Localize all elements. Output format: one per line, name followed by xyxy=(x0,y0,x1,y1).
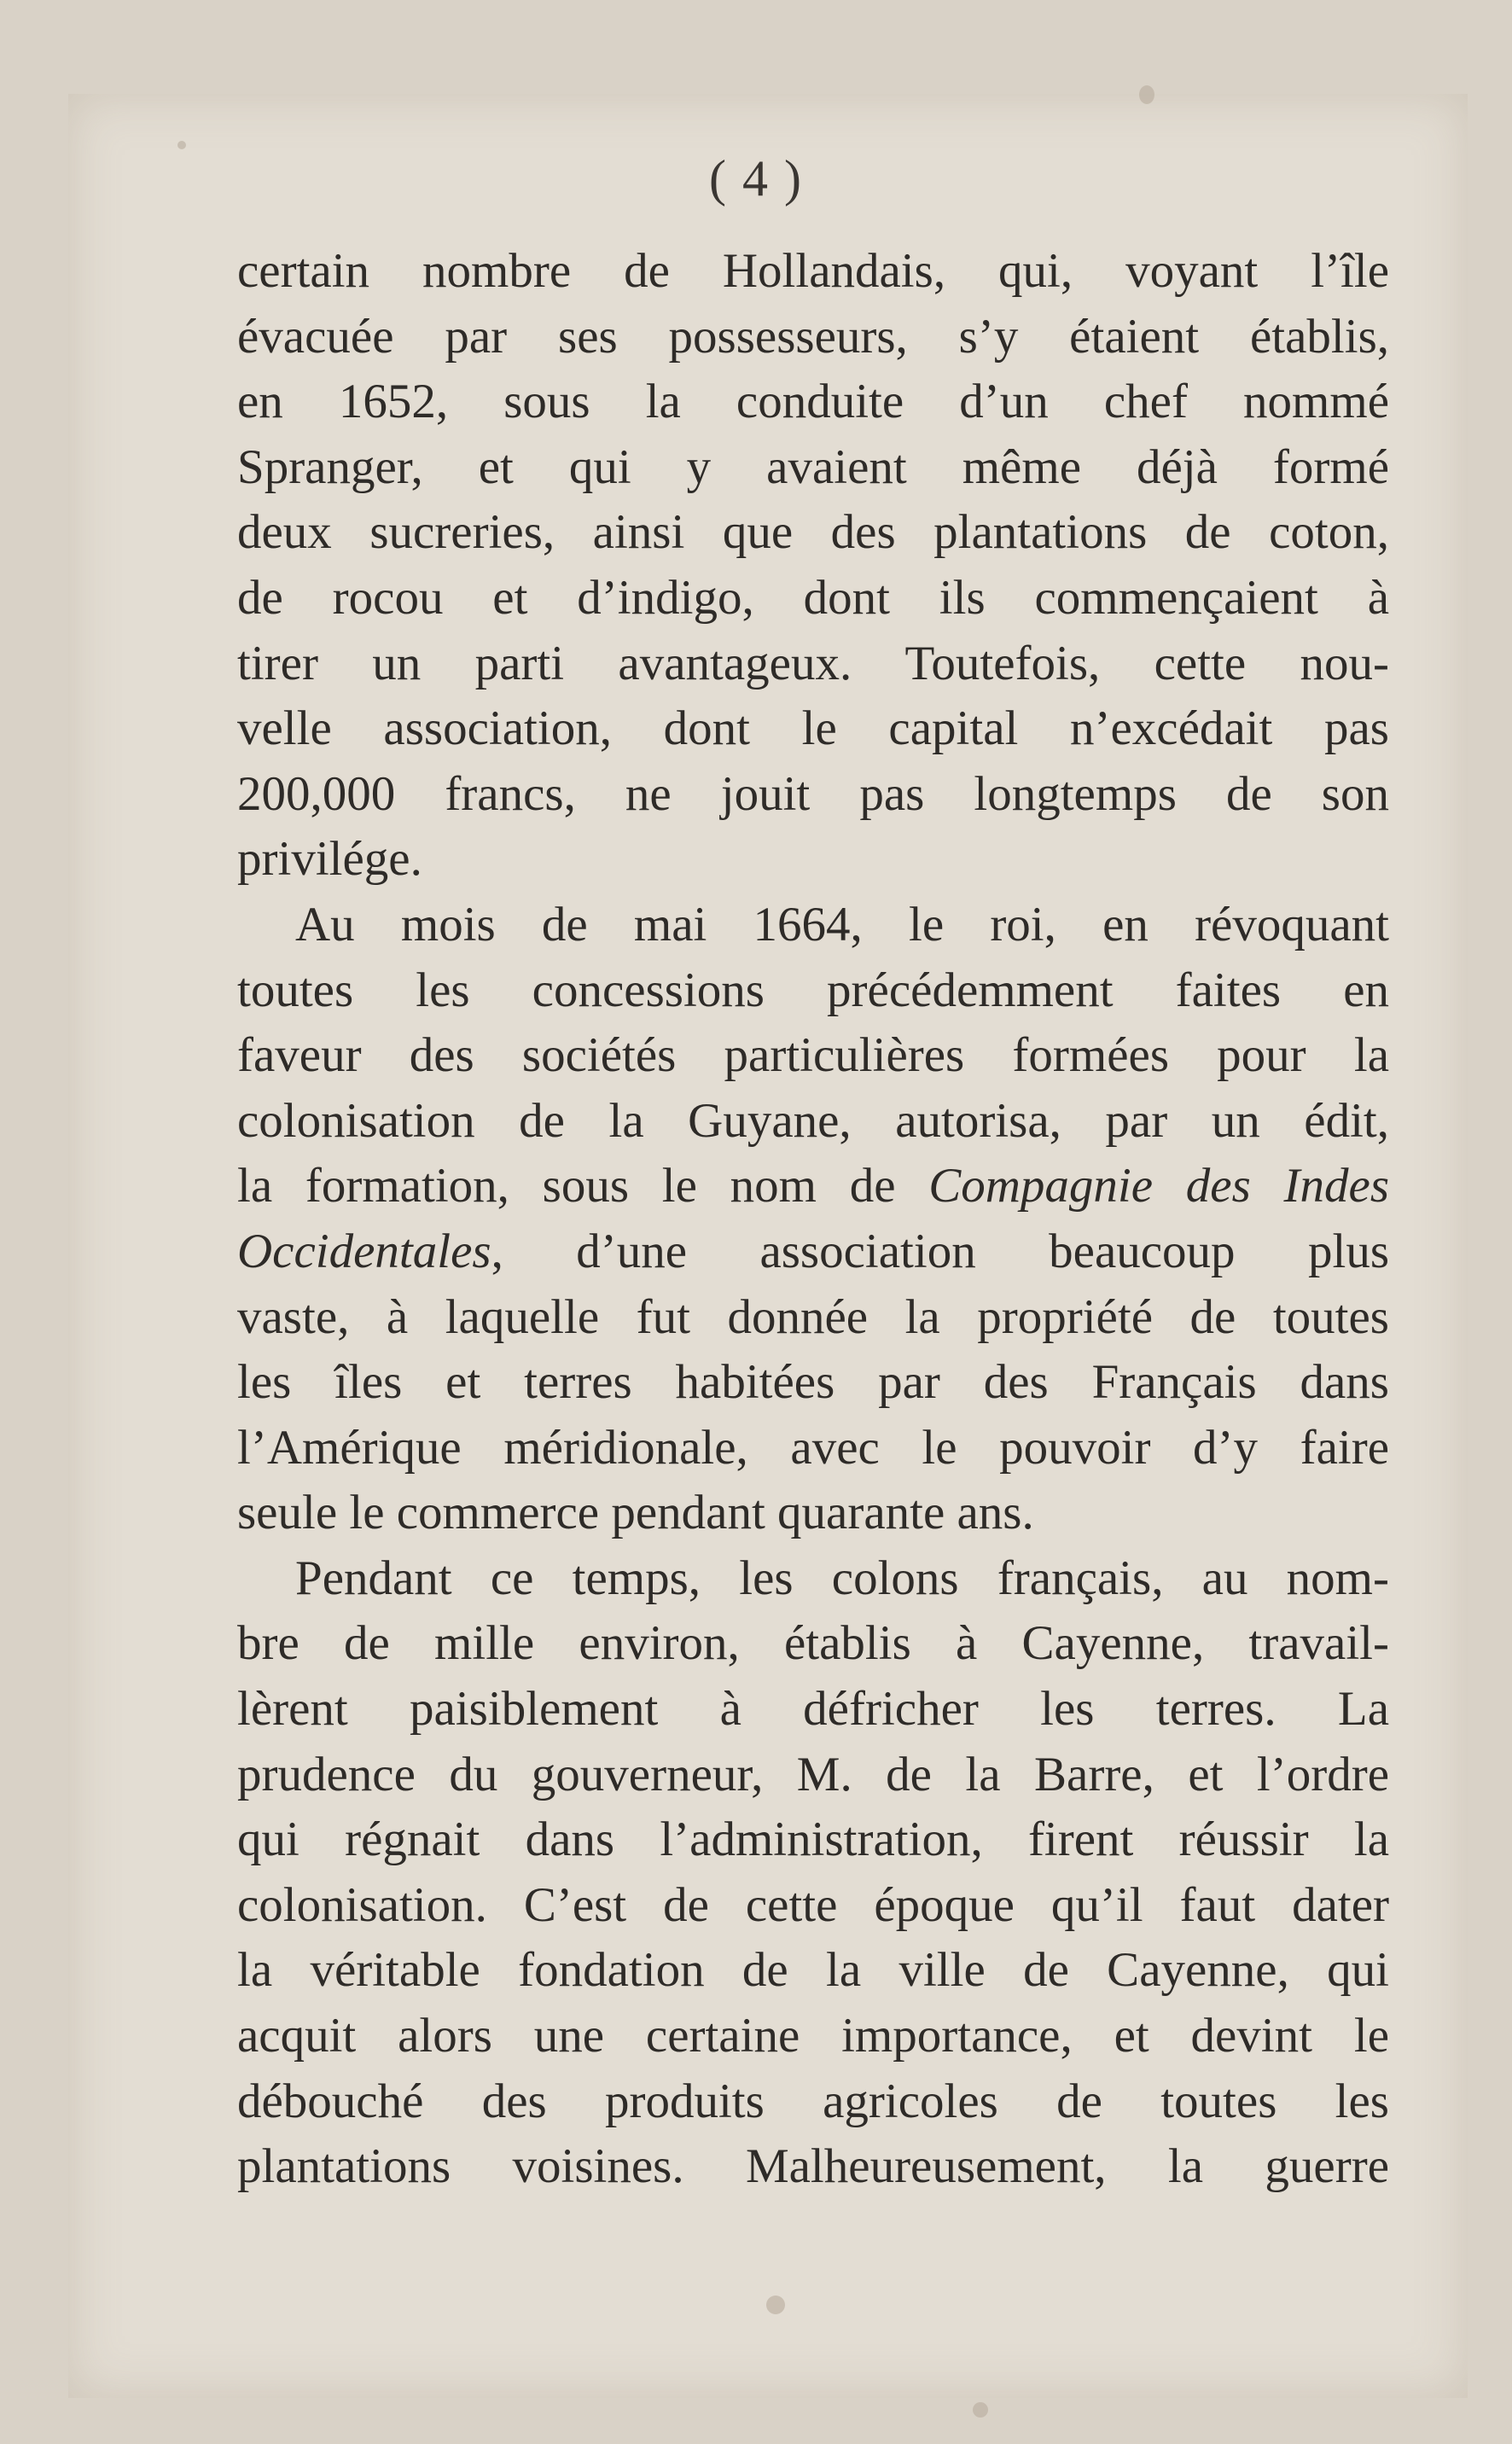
text-segment: toutes les concessions précédemment faites en xyxy=(237,963,1389,1017)
text-segment: certain nombre de Hollandais, qui, voyant l’île xyxy=(237,244,1389,298)
text-line xyxy=(237,1743,1389,1808)
page-number: ( 4 ) xyxy=(709,150,803,207)
text-segment: les îles et terres habitées par des Français dans xyxy=(237,1355,1389,1410)
text-line xyxy=(237,762,1389,828)
text-line xyxy=(237,1089,1389,1155)
text-line xyxy=(237,1416,1389,1481)
text-segment: l’Amérique méridionale, avec le pouvoir d’y faire xyxy=(237,1420,1389,1475)
text-line xyxy=(237,2069,1389,2135)
paper-speck xyxy=(1139,85,1154,104)
text-line xyxy=(237,1023,1389,1089)
text-segment: privilége. xyxy=(237,832,422,887)
text-segment: de rocou et d’indigo, dont ils commençaient à xyxy=(237,570,1389,625)
text-segment: évacuée par ses possesseurs, s’y étaient établis, xyxy=(237,309,1389,364)
text-segment: la formation, sous le nom de xyxy=(237,1159,929,1213)
text-segment: qui régnait dans l’administration, firent réussir la xyxy=(237,1813,1389,1867)
text-segment: colonisation de la Guyane, autorisa, par un édit, xyxy=(237,1093,1389,1148)
text-line xyxy=(237,696,1389,762)
text-line xyxy=(237,827,1389,893)
text-segment: vaste, à laquelle fut donnée la propriété de toutes xyxy=(237,1289,1389,1344)
text-segment: acquit alors une certaine importance, et devint le xyxy=(237,2009,1389,2063)
text-line xyxy=(237,958,1389,1024)
text-segment: Au mois de mai 1664, le roi, en révoquant xyxy=(295,897,1389,951)
text-segment: colonisation. C’est de cette époque qu’il faut dater xyxy=(237,1877,1389,1932)
paper-speck xyxy=(973,2402,988,2418)
text-segment: faveur des sociétés particulières formées pour la xyxy=(237,1028,1389,1083)
text-line xyxy=(237,1938,1389,2004)
text-segment: seule le commerce pendant quarante ans. xyxy=(237,1486,1034,1540)
text-segment: lèrent paisiblement à défricher les terres. La xyxy=(237,1682,1389,1737)
text-segment: velle association, dont le capital n’excédait pas xyxy=(237,701,1389,756)
text-line xyxy=(237,2134,1389,2200)
text-line xyxy=(237,893,1389,958)
paper-speck xyxy=(766,2296,785,2314)
text-segment: la véritable fondation de la ville de Cayenne, qui xyxy=(237,1943,1389,1998)
text-segment: , d’une association beaucoup plus xyxy=(491,1224,1389,1278)
text-segment: 200,000 francs, ne jouit pas longtemps de son xyxy=(237,766,1389,821)
text-line xyxy=(237,1807,1389,1873)
text-line xyxy=(237,239,1389,305)
text-segment: deux sucreries, ainsi que des plantations de coton, xyxy=(237,505,1389,560)
text-line xyxy=(237,305,1389,370)
italic-text: Occidentales xyxy=(237,1224,491,1278)
italic-text: Compagnie des Indes xyxy=(928,1159,1389,1213)
text-line xyxy=(237,1350,1389,1416)
text-line xyxy=(237,631,1389,697)
text-line xyxy=(237,2004,1389,2069)
text-line xyxy=(237,1546,1389,1612)
text-line xyxy=(237,1219,1389,1285)
text-line xyxy=(237,1154,1389,1219)
text-segment: plantations voisines. Malheureusement, la guerre xyxy=(237,2139,1389,2194)
text-line xyxy=(237,1611,1389,1677)
text-line xyxy=(237,1873,1389,1939)
text-line xyxy=(237,370,1389,435)
text-line xyxy=(237,566,1389,631)
text-line xyxy=(237,435,1389,501)
text-segment: prudence du gouverneur, M. de la Barre, et l’ordre xyxy=(237,1747,1389,1801)
text-segment: Spranger, et qui y avaient même déjà formé xyxy=(237,439,1389,494)
text-line xyxy=(237,1481,1389,1546)
text-segment: tirer un parti avantageux. Toutefois, cette nou- xyxy=(237,636,1389,690)
text-segment: débouché des produits agricoles de toutes les xyxy=(237,2074,1389,2128)
text-segment: Pendant ce temps, les colons français, au nom- xyxy=(295,1551,1389,1605)
text-line xyxy=(237,1285,1389,1351)
text-line xyxy=(237,500,1389,566)
body-text xyxy=(237,239,1389,2200)
text-segment: en 1652, sous la conduite d’un chef nommé xyxy=(237,375,1389,429)
text-line xyxy=(237,1677,1389,1743)
paper-speck xyxy=(177,141,186,149)
text-segment: bre de mille environ, établis à Cayenne, travail- xyxy=(237,1616,1389,1671)
